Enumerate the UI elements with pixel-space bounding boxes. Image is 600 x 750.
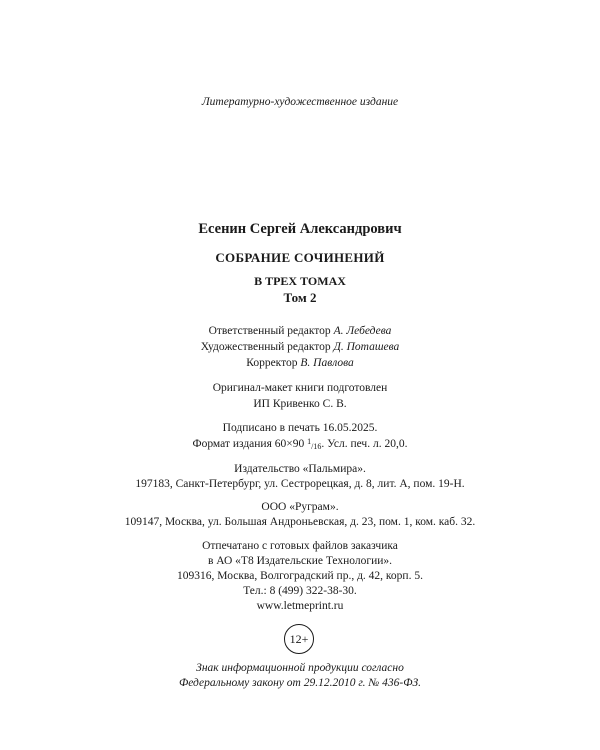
volume-number: Том 2: [283, 290, 317, 305]
series-title: СОБРАНИЕ СОЧИНЕНИЙ: [215, 250, 385, 265]
chief-editor-label: Ответственный редактор: [208, 325, 331, 337]
edition-type: Литературно-художественное издание: [201, 96, 399, 108]
layout-line-2: ИП Кривенко С. В.: [253, 398, 347, 410]
age-note-line-1: Знак информационной продукции согласно: [196, 662, 404, 674]
publisher-address: 197183, Санкт-Петербург, ул. Сестрорецкая, д. 8, лит. А, пом. 19-Н.: [135, 478, 465, 490]
art-editor-name: Д. Поташева: [333, 341, 400, 353]
publisher-name: Издательство «Пальмира».: [234, 463, 366, 475]
format-prefix: Формат издания 60×90: [192, 438, 305, 450]
printer-line-1: Отпечатано с готовых файлов заказчика: [202, 540, 398, 552]
chief-editor-name: А. Лебедева: [333, 325, 392, 337]
chief-editor: [0, 325, 600, 337]
volumes-count: В ТРЕХ ТОМАХ: [254, 274, 346, 288]
format-fraction-num: 1: [307, 437, 312, 446]
layout-line-1: Оригинал-макет книги подготовлен: [212, 382, 388, 394]
format-fraction-den: 16: [313, 442, 322, 451]
company-address: 109147, Москва, ул. Большая Андроньевская, д. 23, пом. 1, ком. каб. 32.: [124, 516, 476, 528]
author-name: Есенин Сергей Александрович: [198, 221, 402, 237]
proofreader: [0, 357, 600, 369]
company-name: ООО «Руграм».: [261, 501, 339, 513]
format-fraction-slash: /: [311, 442, 314, 451]
signed-date: Подписано в печать 16.05.2025.: [222, 422, 378, 434]
art-editor: [0, 341, 600, 353]
printer-website: www.letmeprint.ru: [256, 600, 344, 612]
age-rating-badge: 12+: [284, 624, 314, 654]
printer-line-2: в АО «Т8 Издательские Технологии».: [207, 555, 393, 567]
age-note-line-2: Федеральному закону от 29.12.2010 г. № 436-ФЗ.: [178, 677, 422, 689]
printer-phone: Тел.: 8 (499) 322-38-30.: [243, 585, 357, 597]
format-suffix: . Усл. печ. л. 20,0.: [321, 438, 408, 450]
art-editor-label: Художественный редактор: [200, 341, 331, 353]
proofreader-name: В. Павлова: [300, 357, 354, 369]
print-format: [0, 437, 600, 451]
printer-address: 109316, Москва, Волгоградский пр., д. 42, корп. 5.: [177, 570, 423, 582]
proofreader-label: Корректор: [246, 357, 298, 369]
